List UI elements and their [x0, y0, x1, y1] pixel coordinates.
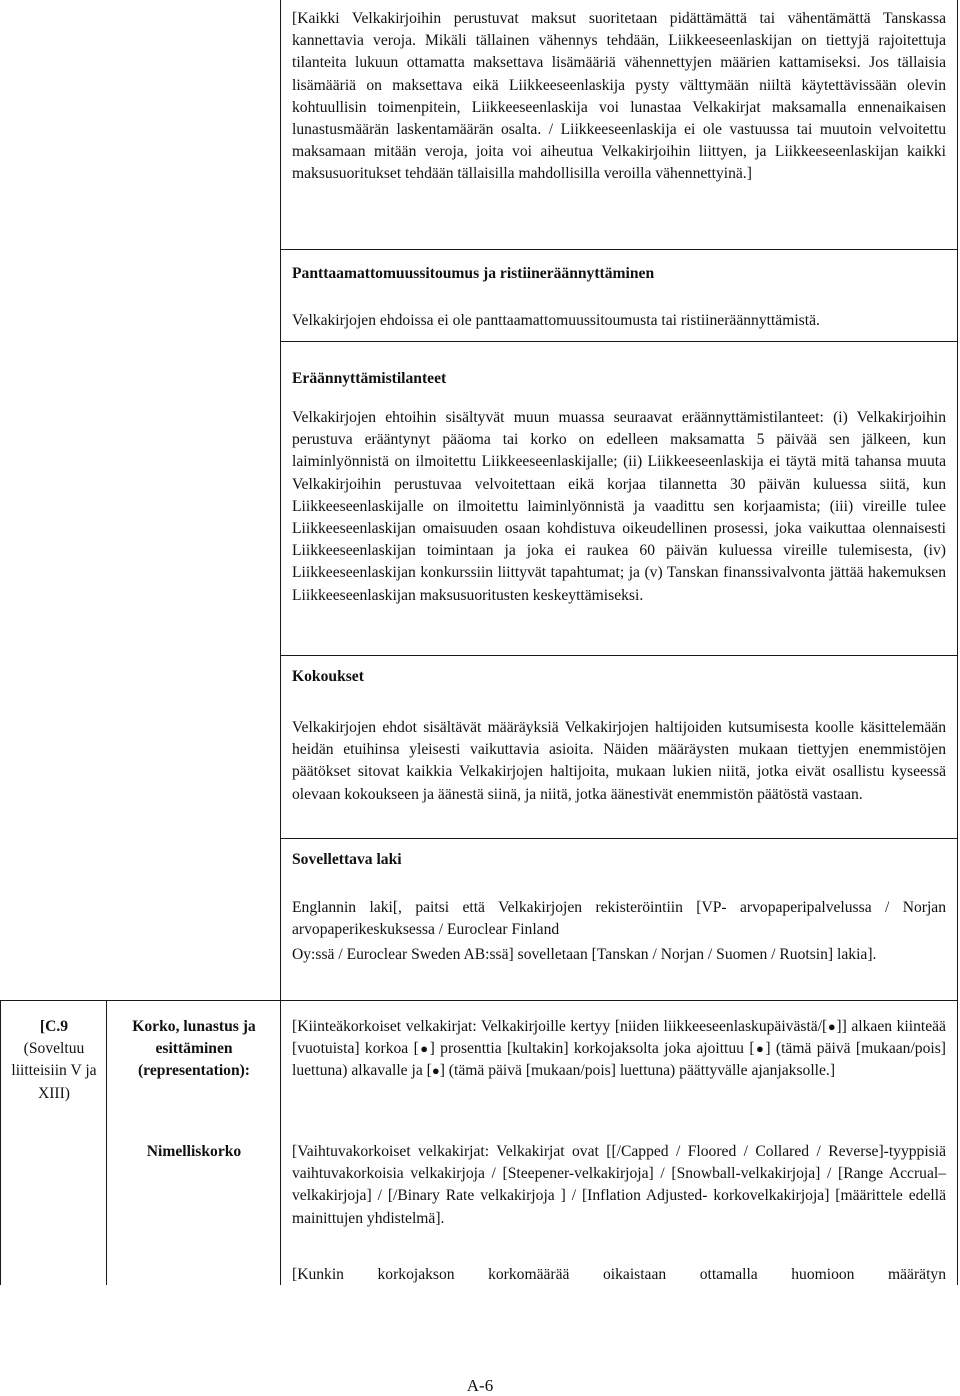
fixed-rate-paragraph: [292, 1016, 946, 1083]
taxes-paragraph: [292, 8, 946, 186]
governing-law-text-2: Oy:ssä / Euroclear Sweden AB:ssä] sovelletaan [Tanskan / Norjan / Suomen / Ruotsin] lakia].: [292, 946, 877, 963]
table-col-divider-2: [280, 1000, 281, 1285]
table-border-left-lower: [0, 1000, 1, 1285]
table-divider-5: [0, 1000, 958, 1001]
table-divider-2: [280, 341, 958, 342]
page-number: A-6: [466, 1376, 494, 1395]
fixed-rate-text-4: ] (tämä päivä [mukaan/pois] luettuna) alkavalle ja [: [292, 1040, 946, 1080]
negative-pledge-text: Velkakirjojen ehdoissa ei ole panttaamattomuussitoumusta tai ristiineräännyttämistä.: [292, 312, 820, 329]
negative-pledge-heading: Panttaamattomuussitoumus ja ristiineräännyttäminen: [292, 265, 655, 282]
fixed-rate-text-1: [Kiinteäkorkoiset velkakirjat: Velkakirjoille kertyy [niiden liikkeeseenlaskupäivästä/[: [292, 1018, 828, 1035]
meetings-heading: Kokoukset: [292, 668, 364, 685]
section-ref-note: (Soveltuu liitteisiin V ja XIII): [11, 1040, 97, 1102]
coupon-adjust-paragraph: [292, 1264, 946, 1286]
table-border-right-lower: [957, 1000, 958, 1285]
fixed-rate-text: [292, 1016, 946, 1083]
table-divider-3: [280, 655, 958, 656]
table-divider-1: [280, 249, 958, 250]
section-ref-cell: [6, 1016, 102, 1105]
section-label: Korko, lunastus ja esittäminen (representation):: [132, 1018, 256, 1080]
placeholder-bullet-3: ●: [754, 1041, 766, 1057]
governing-law-paragraph-2: [292, 944, 946, 966]
placeholder-bullet-4: ●: [431, 1063, 440, 1079]
nominal-rate-label: Nimelliskorko: [146, 1143, 242, 1160]
table-border-right-upper: [957, 0, 958, 1000]
governing-law-text-1: Englannin laki[, paitsi että Velkakirjojen rekisteröintiin [VP- arvopaperipalvelussa / Norjan arvopaperikeskuksessa / Euroclear Finland: [292, 899, 946, 939]
events-of-default-paragraph: [292, 407, 946, 607]
table-border-left-upper: [280, 0, 281, 1000]
events-of-default-heading: Eräännyttämistilanteet: [292, 370, 447, 387]
fixed-rate-text-2: ]] alkaen kiinteää [vuotuista] korkoa [: [292, 1018, 946, 1058]
floating-rate-paragraph: [292, 1141, 946, 1230]
negative-pledge-paragraph: [292, 310, 946, 332]
events-of-default-text: Velkakirjojen ehtoihin sisältyvät muun muassa seuraavat eräännyttämistilanteet: (i) Velkakirjoihin perustuva erääntynyt pääoma tai korko on edelleen maksamatta 5 päivää sen jälkeen, kun laiminlyönnistä on ilmoitettu Liikkeeseenlaskijalle; (ii) Liikkeeseenlaskija ei täytä mitä tahansa muuta Velkakirjoihin perustuvaa velvoitettaan eikä korjaa tilannetta 30 päivän kuluessa siitä, kun Liikkeeseenlaskijalle on ilmoitettu laiminlyönnistä ja vaadittu sen korjaamista; (iii) vireille tulee Liikkeeseenlaskijan omaisuuden osaan kohdistuva oikeudellinen prosessi, joka vaikuttaa olennaisesti Liikkeeseenlaskijan toimintaan ja joka ei raukea 60 päivän kuluessa vireille tulemisesta, (iv) Liikkeeseenlaskijan konkurssiin liittyvät tapahtumat; ja (v) Tanskan finanssivalvonta jättää hakemuksen Liikkeeseenlaskijan maksusuoritusten keskeyttämiseksi.: [292, 409, 946, 604]
fixed-rate-text-3: ] prosenttia [kultakin] korkojaksolta joka ajoittuu [: [429, 1040, 755, 1058]
placeholder-bullet-2: ●: [418, 1041, 430, 1057]
floating-rate-text: [Vaihtuvakorkoiset velkakirjat: Velkakirjat ovat [[/Capped / Floored / Collared / Reverse]-tyyppisiä vaihtuvakorkoisia velkakirjoja / [Steepener-velkakirjoja] / [Snowball-velkakirjoja] / [Range Accrual–velkakirjoja] / [/Binary Rate velkakirjoja ] / [Inflation Adjusted- korkovelkakirjoja] [määrittele edellä mainittujen yhdistelmä].: [292, 1143, 946, 1227]
section-ref-number: [C.9: [39, 1018, 69, 1035]
taxes-text: [Kaikki Velkakirjoihin perustuvat maksut suoritetaan pidättämättä tai vähentämättä Tanskassa kannettavia veroja. Mikäli tällainen vähennys tehdään, Liikkeeseenlaskijan on tiettyjä rajoitettuja tilanteita lukuun ottamatta maksettava lisämääriä vähennettyjen määrien kattamiseksi. Jos tällaisia lisämääriä on maksettava eikä Liikkeeseenlaskija pysty välttymään niiltä käytettävissään olevin kohtuullisin toimenpitein, Liikkeeseenlaskija voi lunastaa Velkakirjat maksamalla ennenaikaisen lunastusmäärän laskentamäärän osalta. / Liikkeeseenlaskija ei ole vastuussa tai muutoin velvoitettu maksamaan mitään veroja, joita voi aiheutua Velkakirjoihin liittyen, ja Liikkeeseenlaskijan kaikki maksusuoritukset tehdään tällaisilla mahdollisilla veroilla vähennettyinä.]: [292, 10, 946, 183]
nominal-rate-cell: [114, 1141, 274, 1163]
table-divider-4: [280, 838, 958, 839]
table-col-divider-1: [106, 1000, 107, 1285]
fixed-rate-text-5: ] (tämä päivä [mukaan/pois] luettuna) päättyvälle ajanjaksolle.]: [439, 1062, 836, 1080]
meetings-paragraph: [292, 717, 946, 806]
governing-law-paragraph-1: [292, 897, 946, 941]
placeholder-bullet-1: ●: [827, 1019, 837, 1034]
coupon-adjust-text: [Kunkin korkojakson korkomäärää oikaistaan ottamalla huomioon määrätyn: [292, 1266, 946, 1283]
governing-law-heading: Sovellettava laki: [292, 851, 402, 868]
section-label-cell: [114, 1016, 274, 1083]
meetings-text: Velkakirjojen ehdot sisältävät määräyksiä Velkakirjojen haltijoiden kutsumisesta koolle käsittelemään heidän etuihinsa yleisesti vaikuttavia asioita. Näiden määräysten mukaan tiettyjen enemmistöjen päätökset sitovat kaikkia Velkakirjojen haltijoita, mukaan lukien niitä, jotka eivät osallistu kyseessä olevaan kokoukseen ja äänestä siinä, ja niitä, jotka äänestivät enemmistön päätöstä vastaan.: [292, 719, 946, 803]
